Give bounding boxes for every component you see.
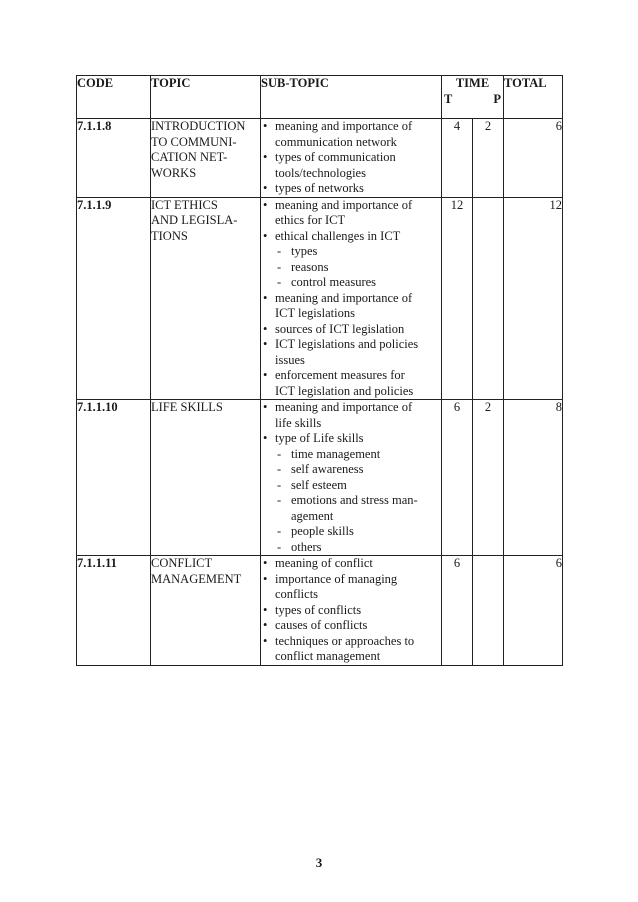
header-total: TOTAL	[504, 76, 563, 119]
bullet-marker: •	[263, 618, 268, 632]
dash-marker: -	[277, 493, 282, 507]
table-row	[77, 400, 563, 556]
header-subtopic: SUB-TOPIC	[261, 76, 442, 119]
subtopic-line: sources of ICT legislation	[275, 321, 405, 336]
topic-line: AND LEGISLA-	[151, 213, 238, 227]
subtopic-line: meaning and importance of	[275, 119, 413, 133]
row-subtopics	[261, 197, 442, 400]
header-time-p: P	[493, 91, 501, 106]
row-time-t: 6	[442, 556, 473, 666]
subtopic-item	[261, 524, 441, 540]
row-code: 7.1.1.9	[77, 197, 151, 400]
bullet-marker: •	[263, 571, 268, 586]
subtopic-line: control measures	[291, 275, 377, 289]
subtopic-list	[261, 198, 441, 400]
subtopic-line: issues	[275, 352, 305, 367]
table-body	[77, 119, 563, 666]
subtopic-item	[261, 572, 441, 603]
bullet-marker: •	[263, 400, 268, 414]
topic-line: ICT ETHICS	[151, 197, 218, 212]
row-topic	[151, 197, 261, 400]
page-number: 3	[315, 855, 323, 870]
bullet-marker: •	[263, 228, 268, 243]
row-total: 6	[504, 119, 563, 198]
topic-line: CONFLICT	[151, 556, 213, 570]
dash-marker: -	[277, 259, 282, 274]
subtopic-line: ethical challenges in ICT	[275, 228, 401, 243]
subtopic-item	[261, 119, 441, 150]
subtopic-line: people skills	[291, 524, 354, 538]
topic-line: CATION NET-	[151, 150, 228, 164]
bullet-marker: •	[263, 556, 268, 570]
subtopic-line: others	[291, 539, 322, 554]
dash-marker: -	[277, 446, 282, 461]
row-time-p: 2	[473, 119, 504, 198]
row-code: 7.1.1.8	[77, 119, 151, 198]
subtopic-line: techniques or approaches to	[275, 633, 415, 648]
subtopic-item	[261, 275, 441, 291]
subtopic-line: importance of managing	[275, 571, 398, 586]
subtopic-item	[261, 634, 441, 665]
subtopic-line: meaning of conflict	[275, 556, 373, 570]
header-time-t: T	[444, 91, 453, 106]
subtopic-item	[261, 462, 441, 478]
row-time-t: 6	[442, 400, 473, 556]
subtopic-item	[261, 431, 441, 447]
dash-marker: -	[277, 477, 282, 492]
subtopic-item	[261, 603, 441, 619]
subtopic-item	[261, 493, 441, 524]
header-topic: TOPIC	[151, 76, 261, 119]
subtopic-item	[261, 150, 441, 181]
row-time-t: 4	[442, 119, 473, 198]
row-time-p	[473, 197, 504, 400]
table-header-row	[77, 76, 563, 119]
subtopic-line: ICT legislation and policies	[275, 383, 414, 398]
subtopic-line: ICT legislations	[275, 306, 355, 320]
header-time	[442, 76, 504, 119]
topic-line: WORKS	[151, 165, 197, 180]
subtopic-item	[261, 198, 441, 229]
subtopic-line: emotions and stress man-	[291, 493, 418, 507]
row-total: 6	[504, 556, 563, 666]
subtopic-line: self esteem	[291, 477, 347, 492]
subtopic-item	[261, 229, 441, 245]
table-row	[77, 119, 563, 198]
subtopic-line: self awareness	[291, 462, 364, 476]
row-time-t: 12	[442, 197, 473, 400]
topic-line: MANAGEMENT	[151, 571, 242, 586]
subtopic-line: conflicts	[275, 587, 319, 601]
row-code: 7.1.1.11	[77, 556, 151, 666]
topic-line: TIONS	[151, 228, 188, 243]
bullet-marker: •	[263, 119, 268, 133]
subtopic-item	[261, 322, 441, 338]
bullet-marker: •	[263, 181, 268, 195]
dash-marker: -	[277, 275, 282, 289]
subtopic-item	[261, 260, 441, 276]
subtopic-line: types of networks	[275, 181, 364, 195]
topic-line: INTRODUCTION	[151, 119, 246, 133]
row-time-p	[473, 556, 504, 666]
row-subtopics	[261, 400, 442, 556]
subtopic-item	[261, 556, 441, 572]
bullet-marker: •	[263, 431, 268, 445]
header-code: CODE	[77, 76, 151, 119]
row-topic	[151, 119, 261, 198]
subtopic-line: communication network	[275, 134, 397, 149]
subtopic-line: types of communication	[275, 150, 396, 164]
subtopic-line: enforcement measures for	[275, 368, 405, 382]
row-topic	[151, 556, 261, 666]
subtopic-line: ethics for ICT	[275, 213, 346, 227]
row-total: 8	[504, 400, 563, 556]
subtopic-line: time management	[291, 446, 381, 461]
subtopic-item	[261, 244, 441, 260]
row-topic	[151, 400, 261, 556]
subtopic-item	[261, 478, 441, 494]
subtopic-line: life skills	[275, 415, 322, 430]
subtopic-item	[261, 368, 441, 399]
subtopic-line: causes of conflicts	[275, 618, 368, 632]
curriculum-table	[76, 75, 563, 666]
bullet-marker: •	[263, 368, 268, 382]
bullet-marker: •	[263, 290, 268, 305]
subtopic-line: meaning and importance of	[275, 400, 413, 414]
subtopic-line: types	[291, 244, 318, 258]
row-subtopics	[261, 119, 442, 198]
table-row	[77, 197, 563, 400]
bullet-marker: •	[263, 321, 268, 336]
subtopic-line: tools/technologies	[275, 165, 366, 180]
subtopic-line: conflict management	[275, 649, 381, 663]
dash-marker: -	[277, 524, 282, 538]
subtopic-item	[261, 181, 441, 197]
topic-line: LIFE SKILLS	[151, 400, 223, 414]
subtopic-list	[261, 119, 441, 197]
row-time-p: 2	[473, 400, 504, 556]
row-total: 12	[504, 197, 563, 400]
subtopic-line: ICT legislations and policies	[275, 337, 419, 351]
dash-marker: -	[277, 539, 282, 554]
subtopic-line: meaning and importance of	[275, 197, 413, 212]
header-time-label: TIME	[455, 76, 490, 90]
subtopic-line: reasons	[291, 259, 329, 274]
subtopic-line: meaning and importance of	[275, 290, 413, 305]
subtopic-item	[261, 618, 441, 634]
table-row	[77, 556, 563, 666]
subtopic-line: agement	[291, 508, 334, 523]
topic-line: TO COMMUNI-	[151, 134, 237, 149]
subtopic-item	[261, 540, 441, 556]
subtopic-item	[261, 400, 441, 431]
bullet-marker: •	[263, 337, 268, 351]
subtopic-list	[261, 556, 441, 665]
row-subtopics	[261, 556, 442, 666]
subtopic-item	[261, 291, 441, 322]
subtopic-item	[261, 447, 441, 463]
bullet-marker: •	[263, 602, 268, 617]
dash-marker: -	[277, 244, 282, 258]
subtopic-item	[261, 337, 441, 368]
subtopic-line: types of conflicts	[275, 602, 362, 617]
subtopic-list	[261, 400, 441, 555]
row-code: 7.1.1.10	[77, 400, 151, 556]
bullet-marker: •	[263, 197, 268, 212]
bullet-marker: •	[263, 150, 268, 164]
subtopic-line: type of Life skills	[275, 431, 364, 445]
dash-marker: -	[277, 462, 282, 476]
bullet-marker: •	[263, 633, 268, 648]
